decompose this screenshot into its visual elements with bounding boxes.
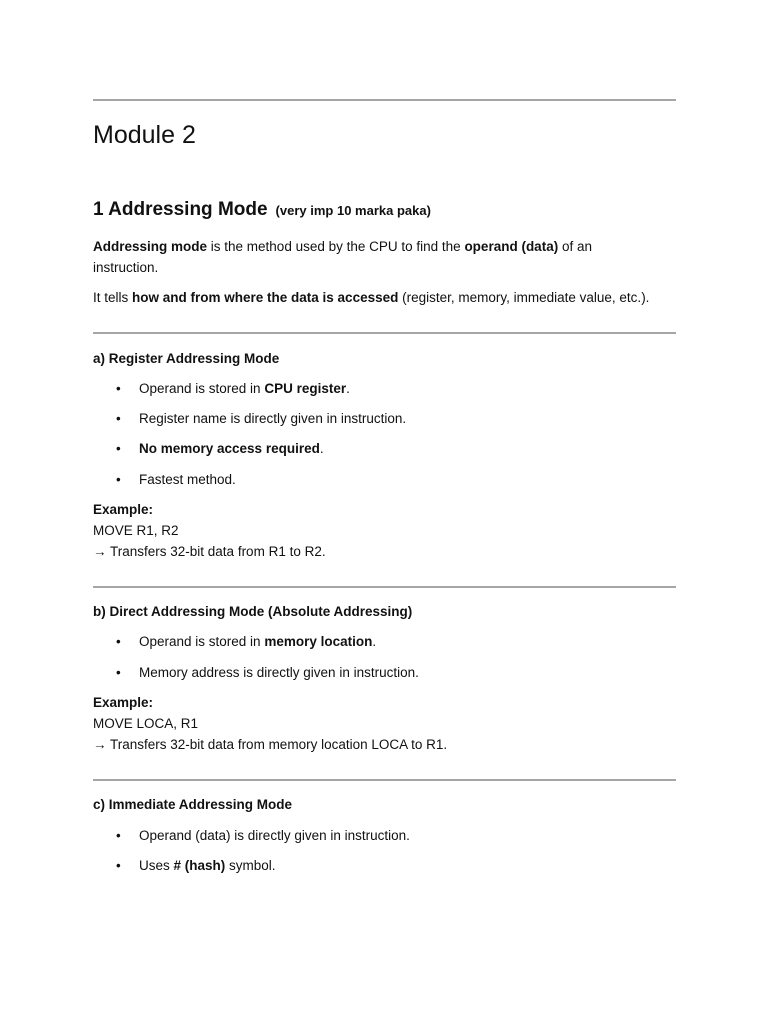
bold-term: No memory access required xyxy=(139,441,320,456)
bullet-icon: • xyxy=(116,411,121,426)
list-item-text xyxy=(139,441,324,456)
example-label: Example: xyxy=(93,695,154,710)
horizontal-rule xyxy=(93,779,676,781)
text-span: It tells xyxy=(93,290,133,305)
section-heading xyxy=(93,199,431,221)
section-note: (very imp 10 marka paka) xyxy=(275,203,431,218)
list-item-text xyxy=(139,858,276,873)
bold-term: operand (data) xyxy=(464,239,559,254)
text-span: Operand is stored in xyxy=(139,634,265,649)
horizontal-rule xyxy=(93,332,676,334)
tells-paragraph xyxy=(93,287,649,308)
list-item-text xyxy=(139,634,376,649)
text-span: . xyxy=(372,634,377,649)
bullet-icon: • xyxy=(116,828,121,843)
immediate-heading: c) Immediate Addressing Mode xyxy=(93,797,293,812)
bullet-icon: • xyxy=(116,441,121,456)
bold-term: how and from where the data is accessed xyxy=(132,290,399,305)
text-span: symbol. xyxy=(225,858,276,873)
example-code: MOVE R1, R2 xyxy=(93,523,179,538)
list-item-text: Memory address is directly given in instruction. xyxy=(139,665,419,680)
bold-term: CPU register xyxy=(264,381,347,396)
bold-term: memory location xyxy=(264,634,373,649)
text-span: (register, memory, immediate value, etc.). xyxy=(398,290,650,305)
module-title: Module 2 xyxy=(93,121,196,149)
text-span: Operand is stored in xyxy=(139,381,265,396)
bullet-icon: • xyxy=(116,381,121,396)
intro-paragraph xyxy=(93,236,653,278)
text-span: . xyxy=(319,441,324,456)
list-item-text xyxy=(139,381,350,396)
bullet-icon: • xyxy=(116,665,121,680)
bold-term: # (hash) xyxy=(173,858,226,873)
text-span: of an instruction. xyxy=(93,239,592,275)
example-label: Example: xyxy=(93,502,154,517)
horizontal-rule xyxy=(93,99,676,101)
example-result: → Transfers 32-bit data from R1 to R2. xyxy=(93,544,326,559)
list-item-text: Register name is directly given in instruction. xyxy=(139,411,407,426)
horizontal-rule xyxy=(93,586,676,588)
bullet-icon: • xyxy=(116,634,121,649)
bullet-icon: • xyxy=(116,858,121,873)
example-result: → Transfers 32-bit data from memory location LOCA to R1. xyxy=(93,737,448,752)
list-item-text: Operand (data) is directly given in instruction. xyxy=(139,828,410,843)
example-code: MOVE LOCA, R1 xyxy=(93,716,199,731)
bold-term: Addressing mode xyxy=(93,239,208,254)
text-span: Uses xyxy=(139,858,174,873)
bullet-icon: • xyxy=(116,472,121,487)
text-span: is the method used by the CPU to find the xyxy=(207,239,465,254)
text-span: . xyxy=(346,381,350,396)
direct-heading: b) Direct Addressing Mode (Absolute Addressing) xyxy=(93,604,413,619)
register-heading: a) Register Addressing Mode xyxy=(93,351,280,366)
section-title: 1 Addressing Mode xyxy=(93,199,268,220)
list-item-text: Fastest method. xyxy=(139,472,236,487)
